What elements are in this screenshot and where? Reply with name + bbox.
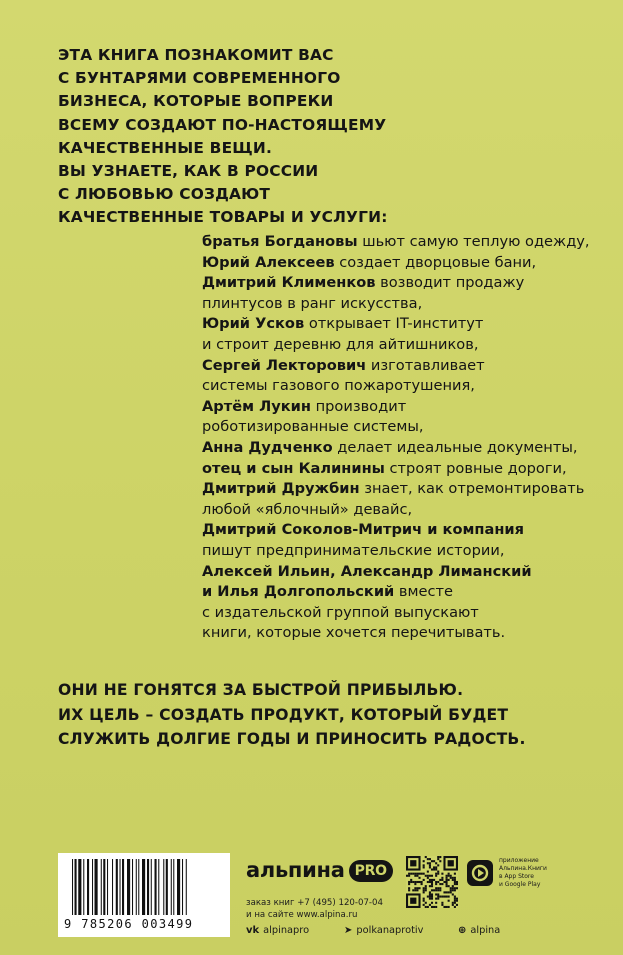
- telegram-icon: ➤: [344, 925, 353, 936]
- app-promo-line: и Google Play: [499, 881, 541, 888]
- list-item: [202, 314, 602, 335]
- list-item: [202, 500, 602, 521]
- list-item-text: с издательской группой выпускают: [202, 603, 479, 621]
- list-item-text: вместе: [394, 583, 454, 601]
- intro-line: ЭТА КНИГА ПОЗНАКОМИТ ВАС: [58, 46, 334, 64]
- list-item: [202, 356, 602, 377]
- social-telegram[interactable]: [344, 925, 423, 936]
- intro-line: КАЧЕСТВЕННЫЕ ТОВАРЫ И УСЛУГИ:: [58, 208, 388, 227]
- list-item-name: Артём Лукин: [202, 397, 311, 415]
- alpina-icon: ⊕: [458, 925, 467, 936]
- list-item-text: изготавливает: [366, 356, 485, 374]
- list-item-name: Дмитрий Соколов-Митрич и компания: [202, 521, 525, 539]
- list-item-name: Сергей Лекторович: [202, 356, 367, 374]
- list-item-name: и Илья Долгопольский: [202, 583, 395, 601]
- list-item: [202, 623, 602, 644]
- order-website: и на сайте www.alpina.ru: [246, 910, 358, 920]
- list-item: [202, 397, 602, 418]
- list-item-text: производит: [310, 397, 407, 415]
- list-item-text: роботизированные системы,: [202, 418, 424, 436]
- social-alpina[interactable]: [458, 925, 500, 936]
- list-item-name: Юрий Алексеев: [202, 253, 335, 271]
- publisher-logo-badge: PRO: [349, 860, 393, 882]
- isbn-barcode: [58, 853, 230, 937]
- social-vk-handle: alpinapro: [263, 925, 310, 936]
- list-item-name: Дмитрий Дружбин: [202, 480, 360, 498]
- intro-line: БИЗНЕСА, КОТОРЫЕ ВОПРЕКИ: [58, 92, 334, 111]
- outro-text: [58, 678, 598, 752]
- list-item-name: отец и сын Калинины: [202, 459, 385, 477]
- list-item: [202, 335, 602, 356]
- list-item: [202, 479, 602, 500]
- outro-line: ИХ ЦЕЛЬ – СОЗДАТЬ ПРОДУКТ, КОТОРЫЙ БУДЕТ: [58, 705, 509, 724]
- list-item-name: Алексей Ильин, Александр Лиманский: [202, 562, 532, 580]
- app-promo-line: Альпина.Книги: [499, 865, 547, 872]
- vk-icon: vk: [246, 925, 260, 936]
- list-item-text: знает, как отремонтировать: [359, 480, 585, 498]
- order-phone: заказ книг +7 (495) 120-07-04: [246, 898, 383, 908]
- list-item: [202, 562, 602, 583]
- list-item: [202, 253, 602, 274]
- list-item-name: братья Богдановы: [202, 233, 358, 250]
- app-promo-line: приложение: [499, 857, 539, 864]
- list-item-text: пишут предпринимательские истории,: [202, 541, 505, 559]
- list-item: [202, 603, 602, 624]
- app-promo-text: [499, 857, 547, 889]
- list-item-name: Дмитрий Клименков: [202, 274, 376, 292]
- order-info: [246, 897, 383, 921]
- entrepreneurs-list: [202, 232, 602, 644]
- intro-text: [58, 44, 388, 230]
- alpina-app-icon: [467, 860, 493, 886]
- list-item-name: Анна Дудченко: [202, 438, 333, 456]
- list-item-text: возводит продажу: [375, 274, 525, 292]
- social-alpina-handle: alpina: [470, 925, 501, 936]
- list-item: [202, 232, 602, 253]
- intro-line: С БУНТАРЯМИ СОВРЕМЕННОГО: [58, 69, 341, 88]
- list-item-name: Юрий Усков: [202, 315, 305, 333]
- list-item: [202, 417, 602, 438]
- intro-line: С ЛЮБОВЬЮ СОЗДАЮТ: [58, 185, 271, 204]
- list-item-text: строят ровные дороги,: [384, 459, 567, 477]
- intro-line: ВСЕМУ СОЗДАЮТ ПО-НАСТОЯЩЕМУ: [58, 115, 387, 134]
- outro-line: СЛУЖИТЬ ДОЛГИЕ ГОДЫ И ПРИНОСИТЬ РАДОСТЬ.: [58, 730, 526, 748]
- publisher-logo-text: альпина: [246, 858, 345, 882]
- list-item-text: плинтусов в ранг искусства,: [202, 294, 423, 312]
- list-item: [202, 520, 602, 541]
- list-item: [202, 541, 602, 562]
- list-item: [202, 376, 602, 397]
- list-item-text: создает дворцовые бани,: [334, 253, 537, 271]
- list-item-text: системы газового пожаротушения,: [202, 377, 475, 395]
- list-item: [202, 582, 602, 603]
- intro-line: ВЫ УЗНАЕТЕ, КАК В РОССИИ: [58, 162, 319, 181]
- list-item: [202, 294, 602, 315]
- list-item: [202, 273, 602, 294]
- social-vk[interactable]: [246, 925, 309, 936]
- social-telegram-handle: polkanaprotiv: [356, 925, 424, 936]
- list-item-text: шьют самую теплую одежду,: [357, 233, 590, 250]
- list-item-text: и строит деревню для айтишников,: [202, 335, 479, 353]
- list-item: [202, 459, 602, 480]
- list-item-text: делает идеальные документы,: [332, 438, 578, 456]
- intro-line: КАЧЕСТВЕННЫЕ ВЕЩИ.: [58, 138, 273, 157]
- isbn-number: 9 785206 003499: [64, 917, 194, 931]
- publisher-logo: [246, 858, 393, 882]
- list-item-text: любой «яблочный» девайс,: [202, 500, 413, 518]
- app-promo-line: в App Store: [499, 873, 534, 880]
- list-item: [202, 438, 602, 459]
- list-item-text: книги, которые хочется перечитывать.: [202, 624, 506, 642]
- barcode-bars: [72, 859, 218, 915]
- list-item-text: открывает IT-институт: [304, 315, 484, 333]
- qr-code[interactable]: [406, 856, 458, 908]
- outro-line: ОНИ НЕ ГОНЯТСЯ ЗА БЫСТРОЙ ПРИБЫЛЬЮ.: [58, 681, 464, 699]
